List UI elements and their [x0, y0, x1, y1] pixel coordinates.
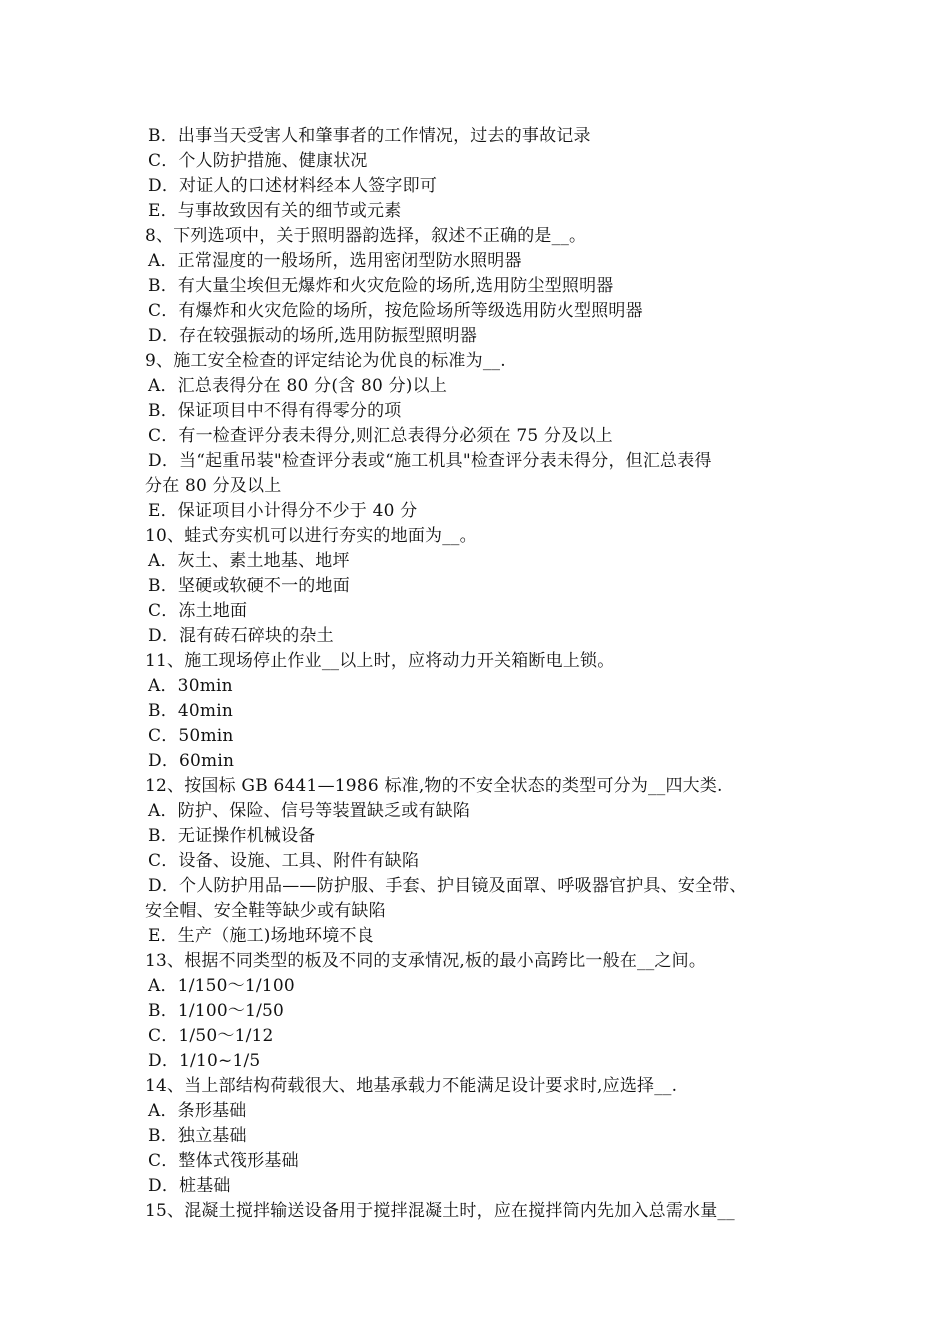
- answer-option: C．冻土地面: [148, 601, 248, 621]
- question-text: 12、按国标 GB 6441—1986 标准,物的不安全状态的类型可分为__四大类.: [145, 776, 723, 796]
- answer-option: A．灰土、素土地基、地坪: [148, 551, 350, 571]
- answer-option: E．保证项目小计得分不少于 40 分: [148, 501, 418, 521]
- answer-option: B．坚硬或软硬不一的地面: [148, 576, 350, 596]
- answer-option: B．40min: [148, 701, 234, 721]
- answer-option: A．30min: [148, 676, 233, 696]
- answer-option: B．出事当天受害人和肇事者的工作情况，过去的事故记录: [148, 126, 591, 146]
- question-text: 9、施工安全检查的评定结论为优良的标准为__.: [145, 351, 506, 371]
- answer-option: C．50min: [148, 726, 234, 746]
- answer-option: D．当“起重吊装"检查评分表或“施工机具"检查评分表未得分，但汇总表得: [148, 451, 712, 471]
- question-text: 14、当上部结构荷载很大、地基承载力不能满足设计要求时,应选择__.: [145, 1076, 678, 1096]
- answer-option: D．对证人的口述材料经本人签字即可: [148, 176, 438, 196]
- answer-option: D．1/10~1/5: [148, 1051, 261, 1071]
- answer-option: B．保证项目中不得有得零分的项: [148, 401, 402, 421]
- question-text: 13、根据不同类型的板及不同的支承情况,板的最小高跨比一般在__之间。: [145, 951, 707, 971]
- answer-option: B．1/100～1/50: [148, 1001, 285, 1021]
- answer-option: A．防护、保险、信号等装置缺乏或有缺陷: [148, 801, 471, 821]
- answer-option: A．汇总表得分在 80 分(含 80 分)以上: [148, 376, 448, 396]
- answer-option: A．条形基础: [148, 1101, 247, 1121]
- answer-option: D．存在较强振动的场所,选用防振型照明器: [148, 326, 478, 346]
- question-text: 8、下列选项中，关于照明器韵选择，叙述不正确的是__。: [145, 226, 587, 246]
- answer-option: C．有爆炸和火灾危险的场所，按危险场所等级选用防火型照明器: [148, 301, 643, 321]
- answer-option: C．整体式筏形基础: [148, 1151, 299, 1171]
- answer-option: A．1/150～1/100: [148, 976, 295, 996]
- answer-option: B．无证操作机械设备: [148, 826, 316, 846]
- answer-option: C．有一检查评分表未得分,则汇总表得分必须在 75 分及以上: [148, 426, 613, 446]
- option-continuation: 分在 80 分及以上: [145, 476, 282, 496]
- answer-option: E．与事故致因有关的细节或元素: [148, 201, 402, 221]
- answer-option: E．生产（施工)场地环境不良: [148, 926, 374, 946]
- answer-option: D．混有砖石碎块的杂土: [148, 626, 334, 646]
- answer-option: D．60min: [148, 751, 235, 771]
- option-continuation: 安全帽、安全鞋等缺少或有缺陷: [145, 901, 386, 921]
- answer-option: D．个人防护用品——防护服、手套、护目镜及面罩、呼吸器官护具、安全带、: [148, 876, 747, 896]
- question-text: 10、蛙式夯实机可以进行夯实的地面为__。: [145, 526, 477, 546]
- document-body: [145, 124, 825, 1224]
- answer-option: A．正常湿度的一般场所，选用密闭型防水照明器: [148, 251, 522, 271]
- answer-option: C．1/50～1/12: [148, 1026, 274, 1046]
- answer-option: C．个人防护措施、健康状况: [148, 151, 368, 171]
- question-text: 15、混凝土搅拌输送设备用于搅拌混凝土时，应在搅拌筒内先加入总需水量__: [145, 1201, 735, 1221]
- answer-option: B．独立基础: [148, 1126, 247, 1146]
- answer-option: B．有大量尘埃但无爆炸和火灾危险的场所,选用防尘型照明器: [148, 276, 614, 296]
- answer-option: D．桩基础: [148, 1176, 231, 1196]
- answer-option: C．设备、设施、工具、附件有缺陷: [148, 851, 420, 871]
- question-text: 11、施工现场停止作业__以上时，应将动力开关箱断电上锁。: [145, 651, 615, 671]
